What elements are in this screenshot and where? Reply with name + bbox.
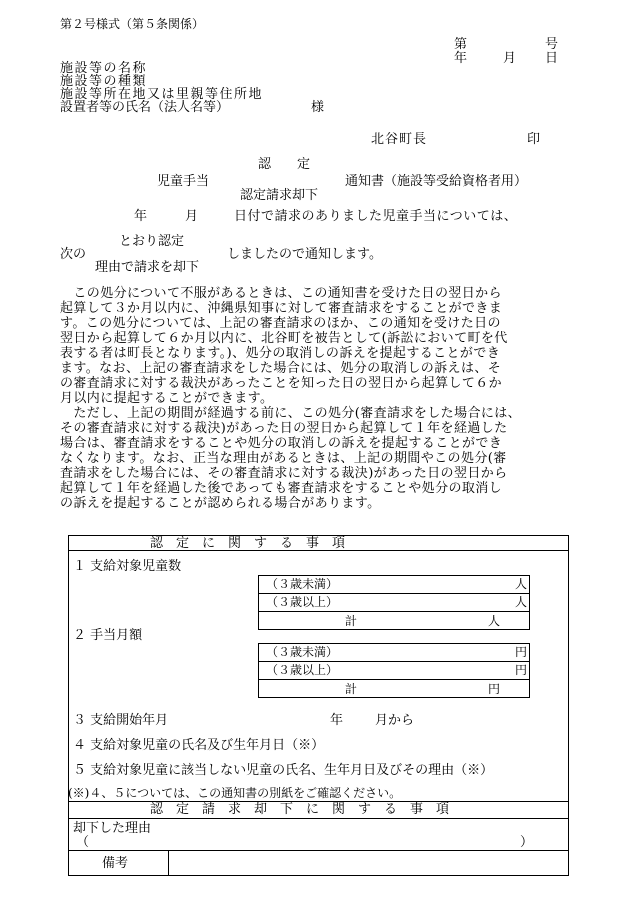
remarks-label: 備考: [102, 856, 129, 871]
item3-label: ３ 支給開始年月: [73, 713, 169, 728]
notice-line: その審査請求に対する裁決)があった日の翌日から起算して１年を経過した: [60, 421, 508, 436]
notice-line: ただし、上記の期間が経過する前に、この処分(審査請求をした場合には、: [60, 406, 522, 421]
issuer-name: 北谷町長: [371, 132, 428, 147]
table-note: (※)４、５については、この通知書の別紙をご確認ください。: [68, 786, 402, 800]
intro-month: 月: [185, 209, 199, 224]
row-divider: [258, 593, 530, 594]
row-divider: [258, 611, 530, 612]
notice-text: [60, 286, 521, 511]
notice-line: 起算して１年を経過した後であっても審査請求をすることや処分の取消し: [60, 481, 503, 496]
facility-name-label: 施設等の名称: [60, 61, 148, 76]
amount-total-label: 計: [345, 682, 358, 696]
notice-line: 月以内に提起することができます。: [60, 391, 274, 406]
honorific: 様: [311, 100, 325, 115]
intro-year: 年: [134, 209, 148, 224]
intro-rest: しましたので通知します。: [227, 247, 382, 262]
notice-line: ます。なお、上記の審査請求をした場合には、処分の取消しの訴えは、そ: [60, 361, 502, 376]
notice-line: す。この処分については、上記の審査請求のほか、この通知を受けた日の: [60, 316, 501, 331]
amount-over3-label: （３歳以上）: [266, 663, 339, 677]
table-divider: [68, 818, 569, 819]
amount-total-unit: 円: [488, 682, 501, 696]
notice-line: の訴えを提起することが認められる場合があります。: [60, 496, 381, 511]
notice-line: 表する者は町長となります。)、処分の取消しの訴えを提起することができ: [60, 346, 501, 361]
count-under3-label: （３歳未満）: [266, 577, 339, 591]
item2-label: ２ 手当月額: [73, 628, 143, 643]
count-total-unit: 人: [488, 614, 501, 628]
title-left: 児童手当: [157, 174, 210, 189]
approval-heading: 認 定 に 関 す る 事 項: [150, 536, 346, 551]
operator-name-label: 設置者等の氏名（法人名等）: [60, 100, 230, 115]
date-day-label: 日: [545, 51, 559, 66]
amount-over3-unit: 円: [515, 663, 528, 677]
title-right: 通知書（施設等受給資格者用）: [345, 174, 528, 189]
item5-label: ５ 支給対象児童に該当しない児童の氏名、生年月日及びその理由（※）: [73, 763, 494, 778]
notice-line: 翌日から起算して６か月以内に、北谷町を被告として(訴訟において町を代: [60, 331, 508, 346]
notice-line: 場合は、審査請求をすることや処分の取消しの訴えを提起することができ: [60, 436, 503, 451]
notice-line: この処分について不服があるときは、この通知書を受けた日の翌日から: [60, 286, 502, 301]
remarks-field[interactable]: [169, 851, 568, 875]
reason-paren-close: ）: [520, 835, 534, 850]
row-divider: [258, 661, 530, 662]
intro-line1: 日付で請求のありました児童手当については、: [234, 209, 518, 224]
notice-line: の審査請求に対する裁決があったことを知った日の翌日から起算して６か: [60, 376, 503, 391]
facility-address-label: 施設等所在地又は里親等住所地: [60, 87, 264, 102]
count-total-label: 計: [345, 614, 358, 628]
item4-label: ４ 支給対象児童の氏名及び生年月日（※）: [73, 738, 325, 753]
rejection-heading: 認 定 請 求 却 下 に 関 す る 事 項: [150, 802, 450, 817]
amount-under3-label: （３歳未満）: [266, 645, 339, 659]
form-number: 第２号様式（第５条関係）: [60, 17, 205, 31]
title-kyakka: 認定請求却下: [240, 188, 319, 203]
notice-line: 起算して３か月以内に、沖縄県知事に対して審査請求をすることができま: [60, 301, 503, 316]
item3-year: 年: [330, 713, 344, 728]
intro-option-approve: とおり認定: [119, 234, 185, 249]
doc-no-prefix: 第: [454, 37, 468, 52]
title-nintei: 認 定: [258, 157, 311, 172]
seal-mark: 印: [527, 132, 541, 147]
row-divider: [258, 679, 530, 680]
item1-label: １ 支給対象児童数: [73, 559, 182, 574]
date-month-label: 月: [503, 51, 517, 66]
count-over3-label: （３歳以上）: [266, 595, 339, 609]
reason-paren-open: （: [76, 835, 90, 850]
amount-under3-unit: 円: [515, 645, 528, 659]
notice-line: なくなります。なお、正当な理由があるときは、上記の期間やこの処分(審: [60, 451, 507, 466]
intro-next: 次の: [60, 247, 87, 262]
count-over3-unit: 人: [515, 595, 528, 609]
date-year-label: 年: [454, 51, 468, 66]
rejection-reason-label: 却下した理由: [73, 821, 152, 836]
doc-no-suffix: 号: [545, 37, 559, 52]
intro-option-reject: 理由で請求を却下: [95, 260, 200, 275]
notice-line: 査請求をした場合には、その審査請求に対する裁決)があった日の翌日から: [60, 466, 508, 481]
item3-month: 月から: [375, 713, 415, 728]
count-under3-unit: 人: [515, 577, 528, 591]
facility-type-label: 施設等の種類: [60, 74, 148, 89]
